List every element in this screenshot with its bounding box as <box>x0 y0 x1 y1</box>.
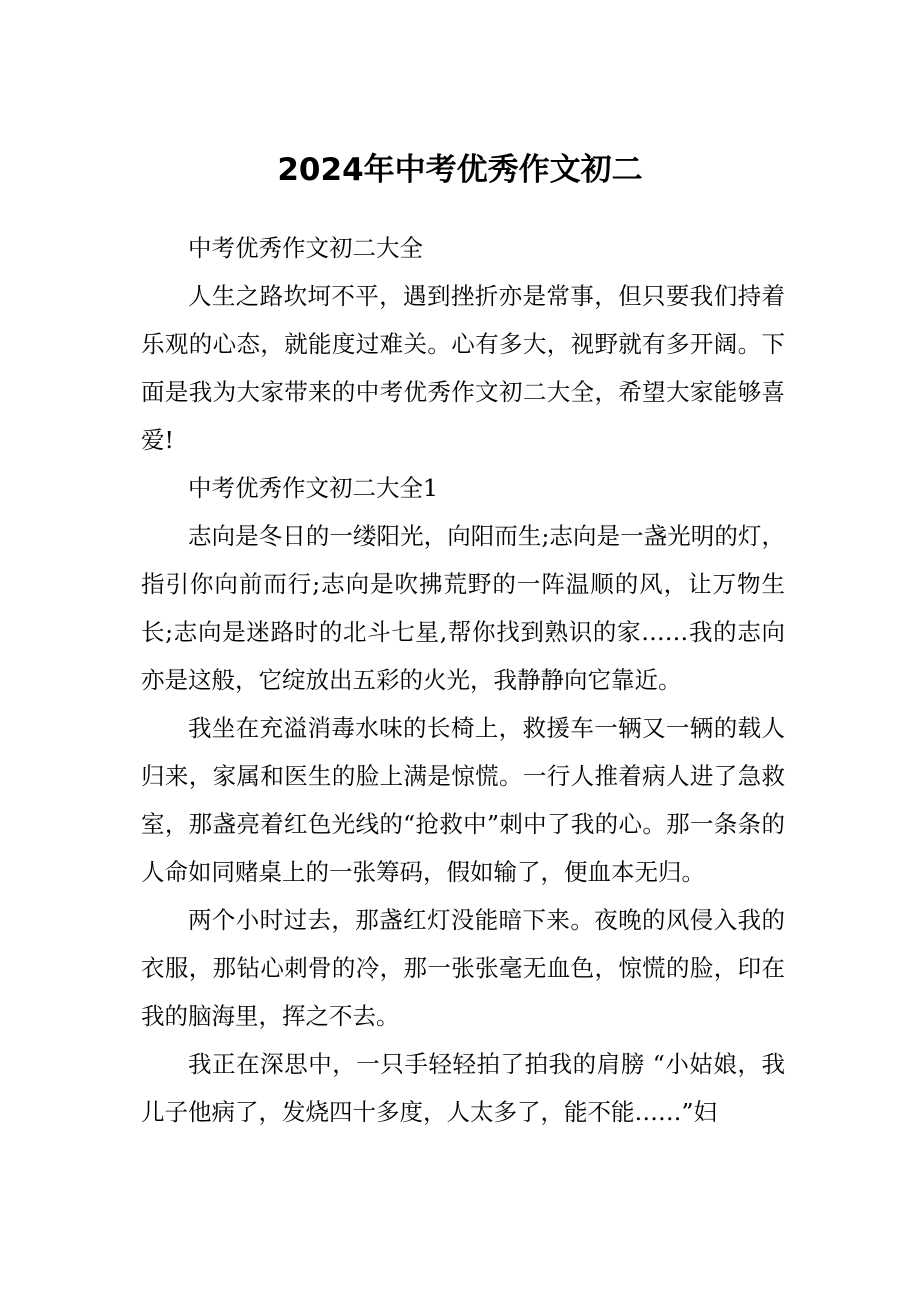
section-heading: 中考优秀作文初二大全1 <box>188 474 438 502</box>
body-paragraph: 志向是冬日的一缕阳光，向阳而生;志向是一盏光明的灯，指引你向前而行;志向是吹拂荒野的一阵温顺的风，让万物生长;志向是迷路时的北斗七星,帮你找到熟识的家……我的志向亦是这般，它绽放出五彩的火光，我静静向它靠近。 <box>141 522 785 694</box>
intro-paragraph: 人生之路坎坷不平，遇到挫折亦是常事，但只要我们持着乐观的心态，就能度过难关。心有多大，视野就有多开阔。下面是我为大家带来的中考优秀作文初二大全，希望大家能够喜爱! <box>141 282 785 454</box>
body-paragraph: 两个小时过去，那盏红灯没能暗下来。夜晚的风侵入我的衣服，那钻心刺骨的冷，那一张张毫无血色，惊慌的脸，印在我的脑海里，挥之不去。 <box>141 906 785 1030</box>
document-title: 2024年中考优秀作文初二 <box>277 152 643 188</box>
body-paragraph: 我正在深思中，一只手轻轻拍了拍我的肩膀 “小姑娘，我儿子他病了，发烧四十多度，人太多了，能不能……”妇 <box>141 1050 785 1126</box>
body-paragraph: 我坐在充溢消毒水味的长椅上，救援车一辆又一辆的载人归来，家属和医生的脸上满是惊慌。一行人推着病人进了急救室，那盏亮着红色光线的“抢救中”刺中了我的心。那一条条的人命如同赌桌上的一张筹码，假如输了，便血本无归。 <box>141 714 785 886</box>
section-heading: 中考优秀作文初二大全 <box>188 234 423 262</box>
document-body <box>141 224 785 1136</box>
